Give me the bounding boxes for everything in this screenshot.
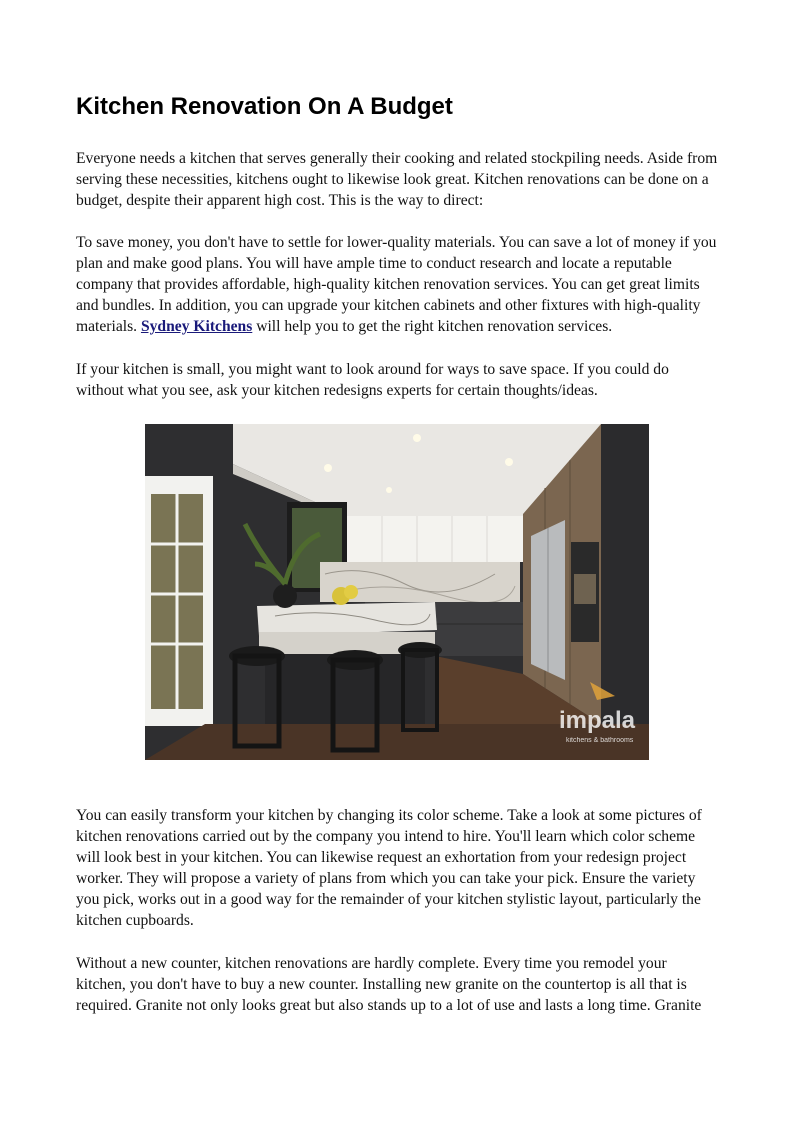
kitchen-photo <box>145 424 649 760</box>
paragraph-budget-text: To save money, you don't have to settle for lower-quality materials. You can save a lot of money if you plan and make good plans. You will have ample time to conduct research and locate a reputable company that provides affordable, high-quality kitchen renovation services. You can get great limits and bundles. In addition, you can upgrade your kitchen cabinets and other fixtures with high-quality materials. <box>76 234 717 335</box>
paragraph-budget <box>76 232 720 337</box>
sydney-kitchens-link[interactable]: Sydney Kitchens <box>140 318 253 335</box>
paragraph-budget-text-end: will help you to get the right kitchen renovation services. <box>252 318 613 335</box>
watermark-sub: kitchens & bathrooms <box>566 737 634 744</box>
paragraph-intro: Everyone needs a kitchen that serves generally their cooking and related stockpiling needs. Aside from serving these necessities, kitchens ought to likewise look great. Kitchen renovations can be done on a budget, despite their apparent high cost. This is the way to direct: <box>76 150 718 209</box>
watermark-brand: impala <box>559 707 636 734</box>
page-title: Kitchen Renovation On A Budget <box>76 93 453 120</box>
paragraph-counter: Without a new counter, kitchen renovations are hardly complete. Every time you remodel your kitchen, you don't have to buy a new counter. Installing new granite on the countertop is all that is required. Granite not only looks great but also stands up to a lot of use and lasts a long time. Granite <box>76 955 702 1014</box>
paragraph-small-kitchen: If your kitchen is small, you might want to look around for ways to save space. If you could do without what you see, ask your kitchen redesigns experts for certain thoughts/ideas. <box>76 361 669 399</box>
paragraph-color-scheme: You can easily transform your kitchen by changing its color scheme. Take a look at some pictures of kitchen renovations carried out by the company you intend to hire. You'll learn which color scheme will look best in your kitchen. You can likewise request an exhortation from your redesign project worker. They will propose a variety of plans from which you can take your pick. Ensure the variety you pick, works out in a good way for the remainder of your kitchen stylistic layout, particularly the kitchen cupboards. <box>76 807 702 929</box>
